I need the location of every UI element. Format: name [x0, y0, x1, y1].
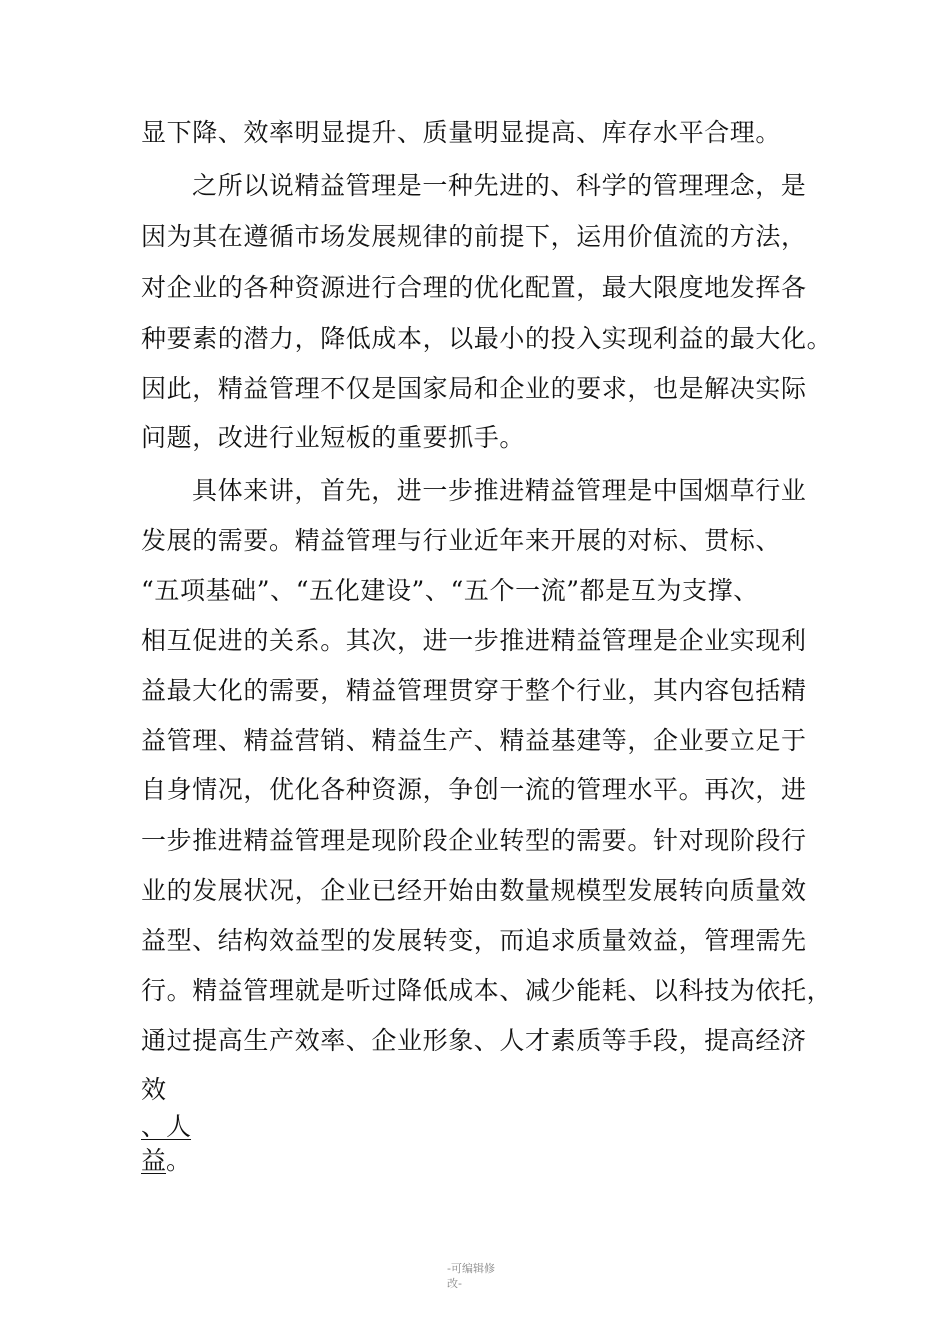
paragraph-line: 种要素的潜力，降低成本，以最小的投入实现利益的最大化。 — [141, 324, 833, 353]
footer-note: 改- — [447, 1277, 462, 1290]
paragraph-line: 益最大化的需要，精益管理贯穿于整个行业，其内容包括精 — [141, 676, 807, 705]
paragraph-line: “五项基础”、“五化建设”、“五个一流”都是互为支撑、 — [141, 576, 759, 605]
paragraph-line: 自身情况，优化各种资源，争创一流的管理水平。再次，进 — [141, 775, 807, 804]
paragraph-line: 益管理、精益营销、精益生产、精益基建等，企业要立足于 — [141, 726, 807, 755]
paragraph-line: 通过提高生产效率、企业形象、人才素质等手段，提高经济 — [141, 1026, 807, 1055]
paragraph-line: 之所以说精益管理是一种先进的、科学的管理理念，是 — [192, 171, 807, 200]
paragraph-line: 因此，精益管理不仅是国家局和企业的要求，也是解决实际 — [141, 374, 807, 403]
paragraph-line: 对企业的各种资源进行合理的优化配置，最大限度地发挥各 — [141, 273, 807, 302]
text-fragment — [141, 1146, 191, 1176]
paragraph-line: 一步推进精益管理是现阶段企业转型的需要。针对现阶段行 — [141, 826, 807, 855]
paragraph-line: 具体来讲，首先，进一步推进精益管理是中国烟草行业 — [192, 476, 807, 505]
paragraph-line: 因为其在遵循市场发展规律的前提下，运用价值流的方法， — [141, 222, 807, 251]
underlined-text: 益 — [141, 1146, 167, 1175]
paragraph-line: 业的发展状况，企业已经开始由数量规模型发展转向质量效 — [141, 876, 807, 905]
text-fragment: 、人 — [141, 1112, 192, 1141]
footer-note: -可编辑修 — [447, 1262, 495, 1275]
paragraph-line: 效 — [141, 1075, 167, 1104]
paragraph-line: 行。精益管理就是听过降低成本、减少能耗、以科技为依托， — [141, 976, 833, 1005]
paragraph-line: 显下降、效率明显提升、质量明显提高、库存水平合理。 — [141, 118, 782, 147]
paragraph-line: 问题，改进行业短板的重要抓手。 — [141, 423, 526, 452]
paragraph-line: 益型、结构效益型的发展转变，而追求质量效益，管理需先 — [141, 926, 807, 955]
paragraph-line: 相互促进的关系。其次，进一步推进精益管理是企业实现利 — [141, 626, 807, 655]
paragraph-line: 发展的需要。精益管理与行业近年来开展的对标、贯标、 — [141, 526, 782, 555]
punctuation: 。 — [166, 1146, 192, 1175]
